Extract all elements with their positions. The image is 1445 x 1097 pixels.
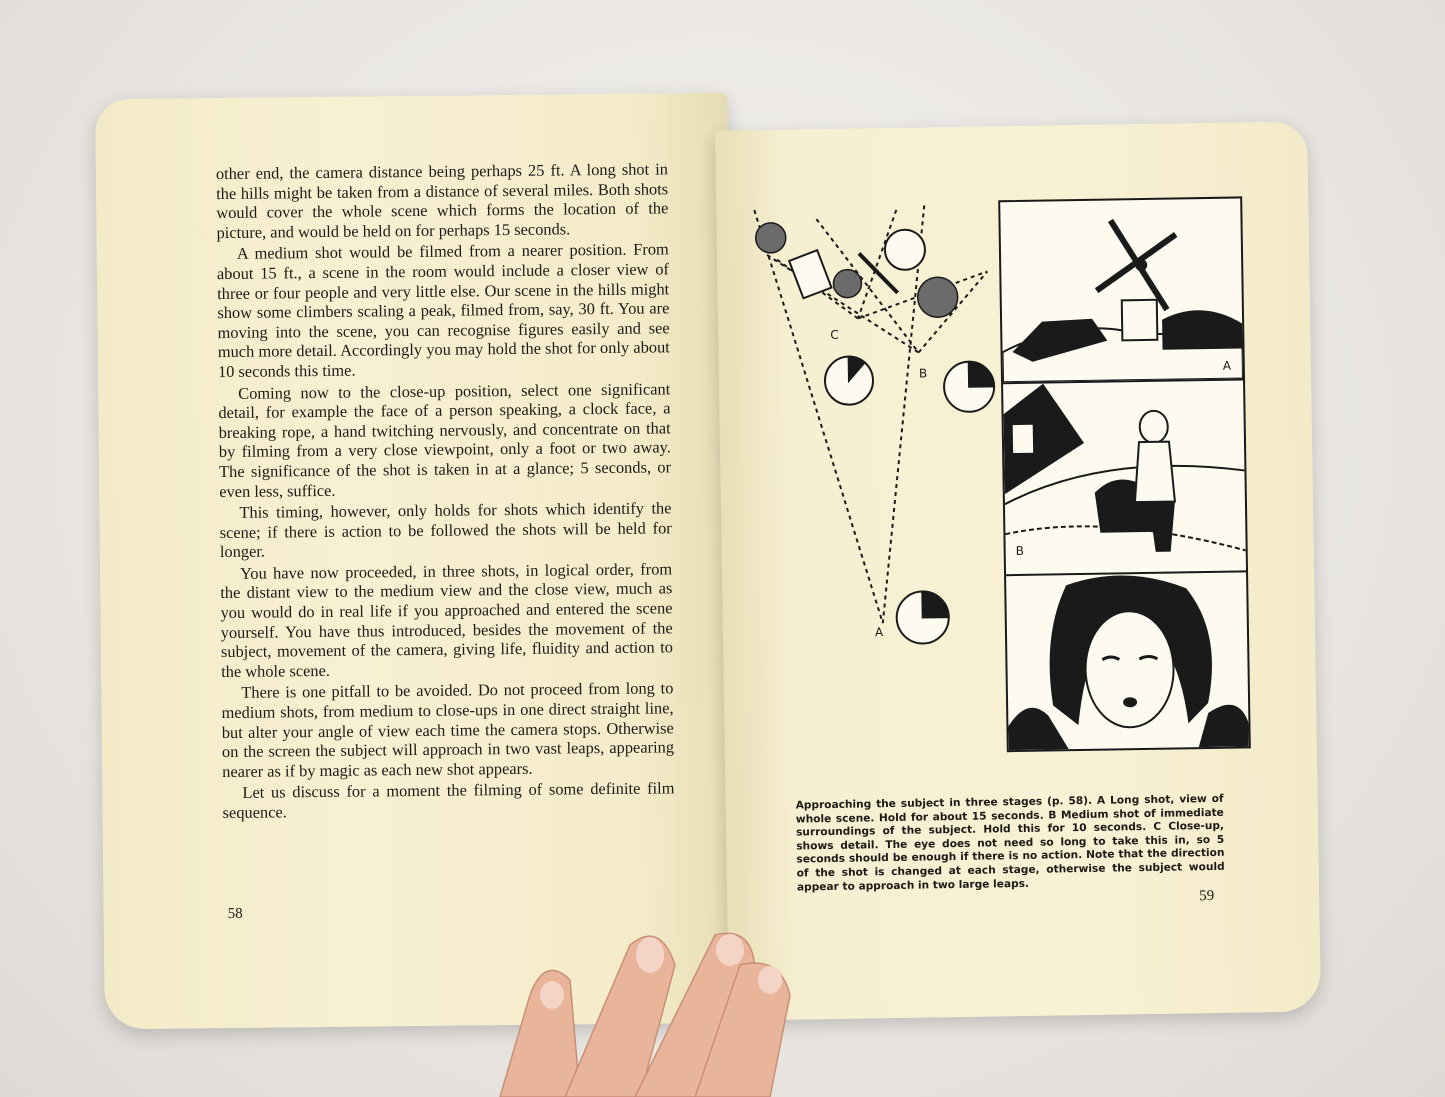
panel-close-up: [1006, 572, 1249, 750]
dial-b: [944, 361, 995, 412]
figure-caption: Approaching the subject in three stages (p. 58). A Long shot, view of whole scene. Hold for about 15 seconds. B Medium shot of immediate surroundings of the subject. Hold this for 10 seconds. C Close-up, shows detail. The eye does not need so long to take this in, so 5 seconds should be enough if there is no action. Note that the direction of the shot is changed at each stage, otherwise the subject would appear to approach in two large leaps.: [795, 792, 1225, 894]
paragraph: Let us discuss for a moment the filming of some definite film sequence.: [222, 778, 675, 823]
paragraph: Coming now to the close-up position, select one significant detail, for example the face of a person speaking, a clock face, a breaking rope, a hand twitching nervously, and concentrate on that by filming from a very close viewpoint, only a foot or two away. The significance of the shot is taken in at a glance; 5 seconds, or even less, suffice.: [218, 378, 672, 501]
panel-long-shot: [1000, 198, 1243, 384]
diagram-label-c: C: [830, 327, 839, 342]
panel-label-a: A: [1222, 358, 1232, 373]
panel-label-c: C: [1020, 725, 1030, 740]
diagram-label-a: A: [874, 625, 884, 640]
paragraph: other end, the camera distance being perhaps 25 ft. A long shot in the hills might be taken from a distance of several miles. Both shots would cover the whole scene which forms the location of the picture, and would be held on for perhaps 15 seconds.: [215, 159, 669, 242]
left-page-text: [216, 159, 675, 824]
hand: [470, 925, 810, 1097]
paragraph: There is one pitfall to be avoided. Do not proceed from long to medium shots, from medium to close-ups in one direct straight line, but alter your angle of view each time the camera stops. Otherwise on the screen the subject will approach in two vast leaps, appearing nearer as if by magic as each new shot appears.: [221, 678, 675, 781]
medium-shot-illustration: [1003, 380, 1246, 574]
camera-position-diagram: [746, 196, 1013, 660]
paragraph: This timing, however, only holds for shots which identify the scene; if there is action to be followed the shots will be held for longer.: [219, 498, 672, 562]
right-page: [715, 121, 1321, 1020]
diagram-label-b: B: [918, 366, 928, 381]
left-page: [95, 93, 737, 1030]
page-number-left: 58: [227, 905, 243, 922]
paragraph: A medium shot would be filmed from a nearer position. From about 15 ft., a scene in the room would include a closer view of three or four people and very little else. Our scene in the hills might show some climbers scaling a peak, filmed from, say, 30 ft. You are moving into the scene, you can recognise figures easily and see much more detail. Accordingly you may hold the shot for only about 10 seconds this time.: [216, 239, 670, 381]
panel-medium-shot: [1003, 380, 1246, 576]
panel-label-b: B: [1015, 543, 1025, 559]
dial-a: [896, 591, 949, 644]
illustration-panels: [998, 196, 1251, 752]
page-number-right: 59: [1199, 887, 1215, 905]
close-up-illustration: [1006, 572, 1249, 750]
dial-c: [825, 356, 874, 405]
paragraph: You have now proceeded, in three shots, in logical order, from the distant view to the medium view and the close view, much as you would do in real life if you approached and entered the scene yourself. You have thus introduced, besides the movement of the subject, movement of the camera, giving life, fluidity and action to the whole scene.: [220, 559, 674, 681]
long-shot-illustration: [1000, 198, 1243, 382]
